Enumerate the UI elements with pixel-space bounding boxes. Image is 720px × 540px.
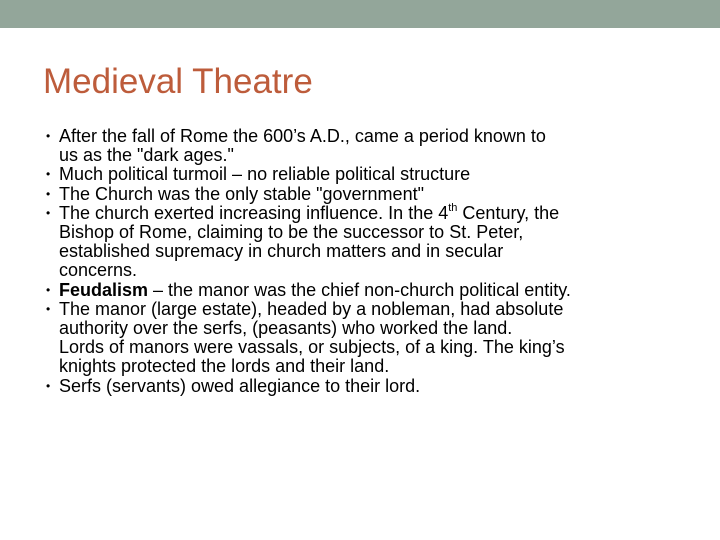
bullet-item-serfs (44, 377, 694, 396)
bullet-item-church-influence (44, 201, 694, 281)
bullet-item-manor (44, 300, 694, 377)
bullet-line-rest: – the manor was the chief non-church political entity. (148, 279, 571, 300)
bullet-line: Serfs (servants) owed allegiance to their lord. (59, 375, 421, 396)
top-accent-bar (0, 0, 720, 28)
bullet-line (59, 281, 699, 300)
bullet-dot-icon: • (46, 301, 51, 316)
bullet-dot-icon: • (46, 167, 51, 182)
bullet-line: After the fall of Rome the 600’s A.D., came a period known to (59, 126, 546, 146)
bullet-line: Lords of manors were vassals, or subjects, of a king. The king’s (59, 337, 565, 358)
bullet-line: The manor (large estate), headed by a nobleman, had absolute (59, 298, 564, 319)
bullet-line: established supremacy in church matters and in secular (59, 241, 504, 262)
bullet-text (59, 281, 699, 300)
bullet-item-feudalism (44, 281, 694, 300)
bullet-text (59, 377, 699, 396)
bullet-dot-icon: • (46, 129, 51, 143)
bullet-line: Bishop of Rome, claiming to be the successor to St. Peter, (59, 222, 524, 243)
bullet-line: Much political turmoil – no reliable political structure (59, 164, 471, 185)
bullet-item-church-government (44, 185, 694, 204)
ordinal-suffix: th (448, 201, 458, 214)
bullet-list (44, 127, 694, 396)
bullet-item-fall-of-rome (44, 127, 694, 165)
bullet-line-start: The church exerted increasing influence. In the 4 (59, 202, 449, 223)
slide-title: Medieval Theatre (43, 62, 313, 101)
bullet-dot-icon: • (46, 205, 51, 220)
bullet-line-end: Century, the (457, 202, 560, 223)
bullet-text (59, 185, 699, 204)
bullet-line: us as the "dark ages." (59, 145, 234, 166)
bullet-line: knights protected the lords and their land. (59, 356, 390, 377)
bullet-item-political-turmoil (44, 165, 694, 184)
bullet-dot-icon: • (46, 282, 51, 297)
bullet-text (59, 165, 699, 184)
bullet-line: concerns. (59, 260, 138, 281)
bullet-text (59, 201, 699, 281)
bullet-line: The Church was the only stable "government" (59, 183, 424, 204)
bullet-line: authority over the serfs, (peasants) who worked the land. (59, 318, 513, 339)
bullet-text (59, 300, 699, 377)
bullet-dot-icon: • (46, 186, 51, 201)
bold-term: Feudalism (59, 279, 149, 300)
bullet-dot-icon: • (46, 378, 51, 393)
bullet-line (59, 201, 699, 223)
bullet-text (59, 127, 699, 165)
